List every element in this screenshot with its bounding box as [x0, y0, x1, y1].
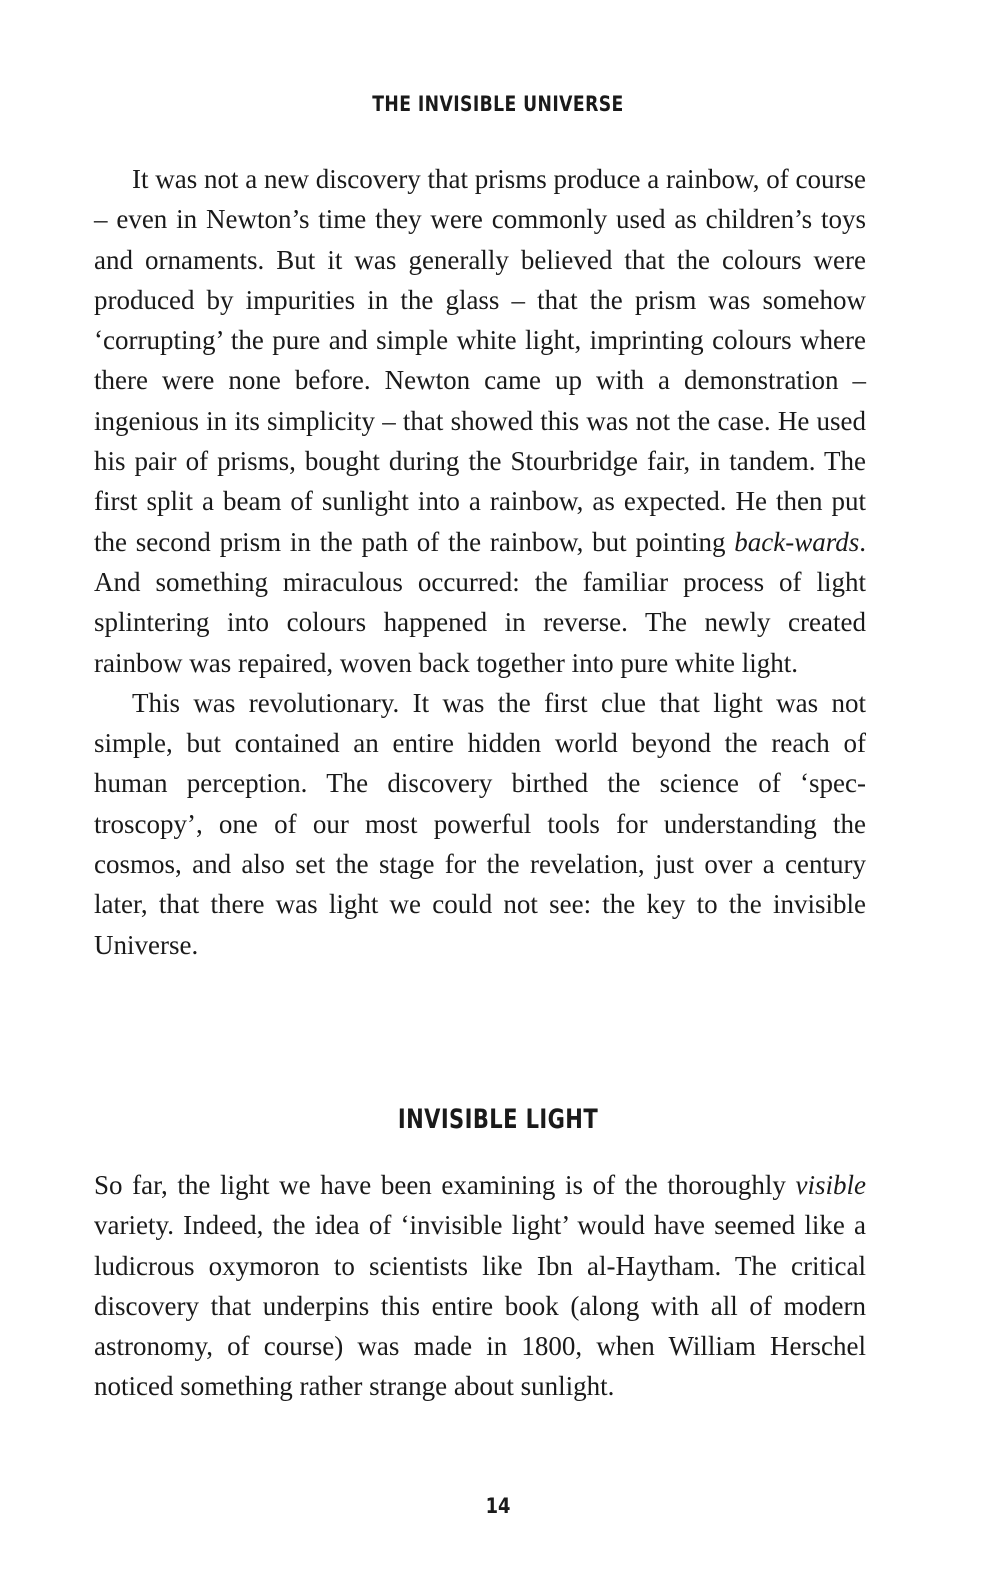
- section-2-text: [94, 1165, 866, 1407]
- paragraph: [94, 683, 866, 965]
- paragraph-text: . And something miraculous occurred: the familiar process of light splintering into colours happened in reverse. The newly created rainbow was repaired, woven back together into pure white light.: [94, 526, 866, 678]
- paragraph-text: variety. Indeed, the idea of ‘invisible light’ would have seemed like a ludicrous oxymoron to scientists like Ibn al-Haytham. The critical discovery that underpins this entire book (along with all of modern astronomy, of course) was made in 1800, when William Herschel noticed something rather strange about sunlight.: [94, 1210, 866, 1402]
- section-1-text: [94, 159, 866, 965]
- italic-word: back-wards: [734, 526, 860, 557]
- paragraph: [94, 1165, 866, 1407]
- running-head: THE INVISIBLE UNIVERSE: [372, 92, 624, 116]
- section-heading: INVISIBLE LIGHT: [397, 1104, 599, 1135]
- paragraph-text: It was not a new discovery that prisms produce a rainbow, of course – even in Newton’s time they were commonly used as children’s toys and ornaments. But it was generally believed that the colours were produced by impurities in the glass – that the prism was somehow ‘corrupting’ the pure and simple white light, imprinting colours where there were none before. Newton came up with a demonstration – ingenious in its simplicity – that showed this was not the case. He used his pair of prisms, bought during the Stourbridge fair, in tandem. The first split a beam of sunlight into a rainbow, as expected. He then put the second prism in the path of the rainbow, but pointing: [94, 164, 866, 557]
- page-number: 14: [485, 1494, 511, 1518]
- italic-word: visible: [795, 1170, 866, 1200]
- paragraph-text: This was revolutionary. It was the first clue that light was not simple, but contained an entire hidden world beyond the reach of human perception. The discovery birthed the science of ‘spec-troscopy’, one of our most powerful tools for understanding the cosmos, and also set the stage for the revelation, just over a century later, that there was light we could not see: the key to the invisible Universe.: [94, 687, 866, 960]
- paragraph-text: So far, the light we have been examining is of the thoroughly: [94, 1170, 796, 1200]
- paragraph: [94, 159, 866, 683]
